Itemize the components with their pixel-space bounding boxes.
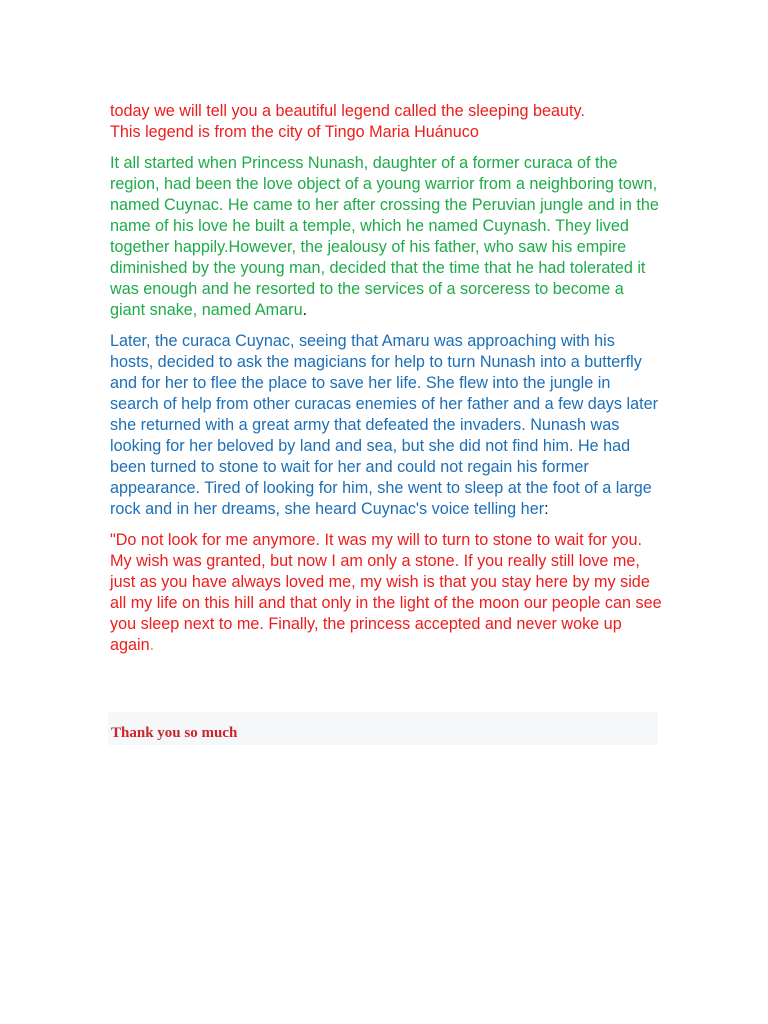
story-paragraph-1: [110, 153, 662, 321]
intro-paragraph: [110, 101, 662, 143]
closing-text: Thank you so much: [111, 725, 238, 741]
story-paragraph-2-end: :: [544, 500, 549, 518]
story-paragraph-1-end: .: [302, 301, 308, 319]
intro-line-1: today we will tell you a beautiful legend called the sleeping beauty.: [110, 102, 585, 120]
story-paragraph-3-end: .: [149, 636, 155, 654]
story-paragraph-2-text: Later, the curaca Cuynac, seeing that Amaru was approaching with his hosts, decided to ask the magicians for help to turn Nunash into a butterfly and for her to flee the place to save her life. She flew into the jungle in search of help from other curacas enemies of her father and a few days later she returned with a great army that defeated the invaders. Nunash was looking for her beloved by land and sea, but she did not find him. He had been turned to stone to wait for her and could not regain his former appearance. Tired of looking for him, she went to sleep at the foot of a large rock and in her dreams, she heard Cuynac's voice telling her: [110, 332, 658, 518]
closing-box: [108, 712, 658, 745]
story-paragraph-1-text: It all started when Princess Nunash, daughter of a former curaca of the region, had been the love object of a young warrior from a neighboring town, named Cuynac. He came to her after crossing the Peruvian jungle and in the name of his love he built a temple, which he named Cuynash. They lived together happily.However, the jealousy of his father, who saw his empire diminished by the young man, decided that the time that he had tolerated it was enough and he resorted to the services of a sorceress to become a giant snake, named Amaru: [110, 154, 659, 319]
document-body: [110, 101, 662, 656]
story-paragraph-2: [110, 331, 662, 520]
story-paragraph-3-text: "Do not look for me anymore. It was my will to turn to stone to wait for you. My wish was granted, but now I am only a stone. If you really still love me, just as you have always loved me, my wish is that you stay here by my side all my life on this hill and that only in the light of the moon our people can see you sleep next to me. Finally, the princess accepted and never woke up again: [110, 531, 662, 654]
intro-line-2: This legend is from the city of Tingo Maria Huánuco: [110, 123, 479, 141]
story-paragraph-3: [110, 530, 662, 656]
